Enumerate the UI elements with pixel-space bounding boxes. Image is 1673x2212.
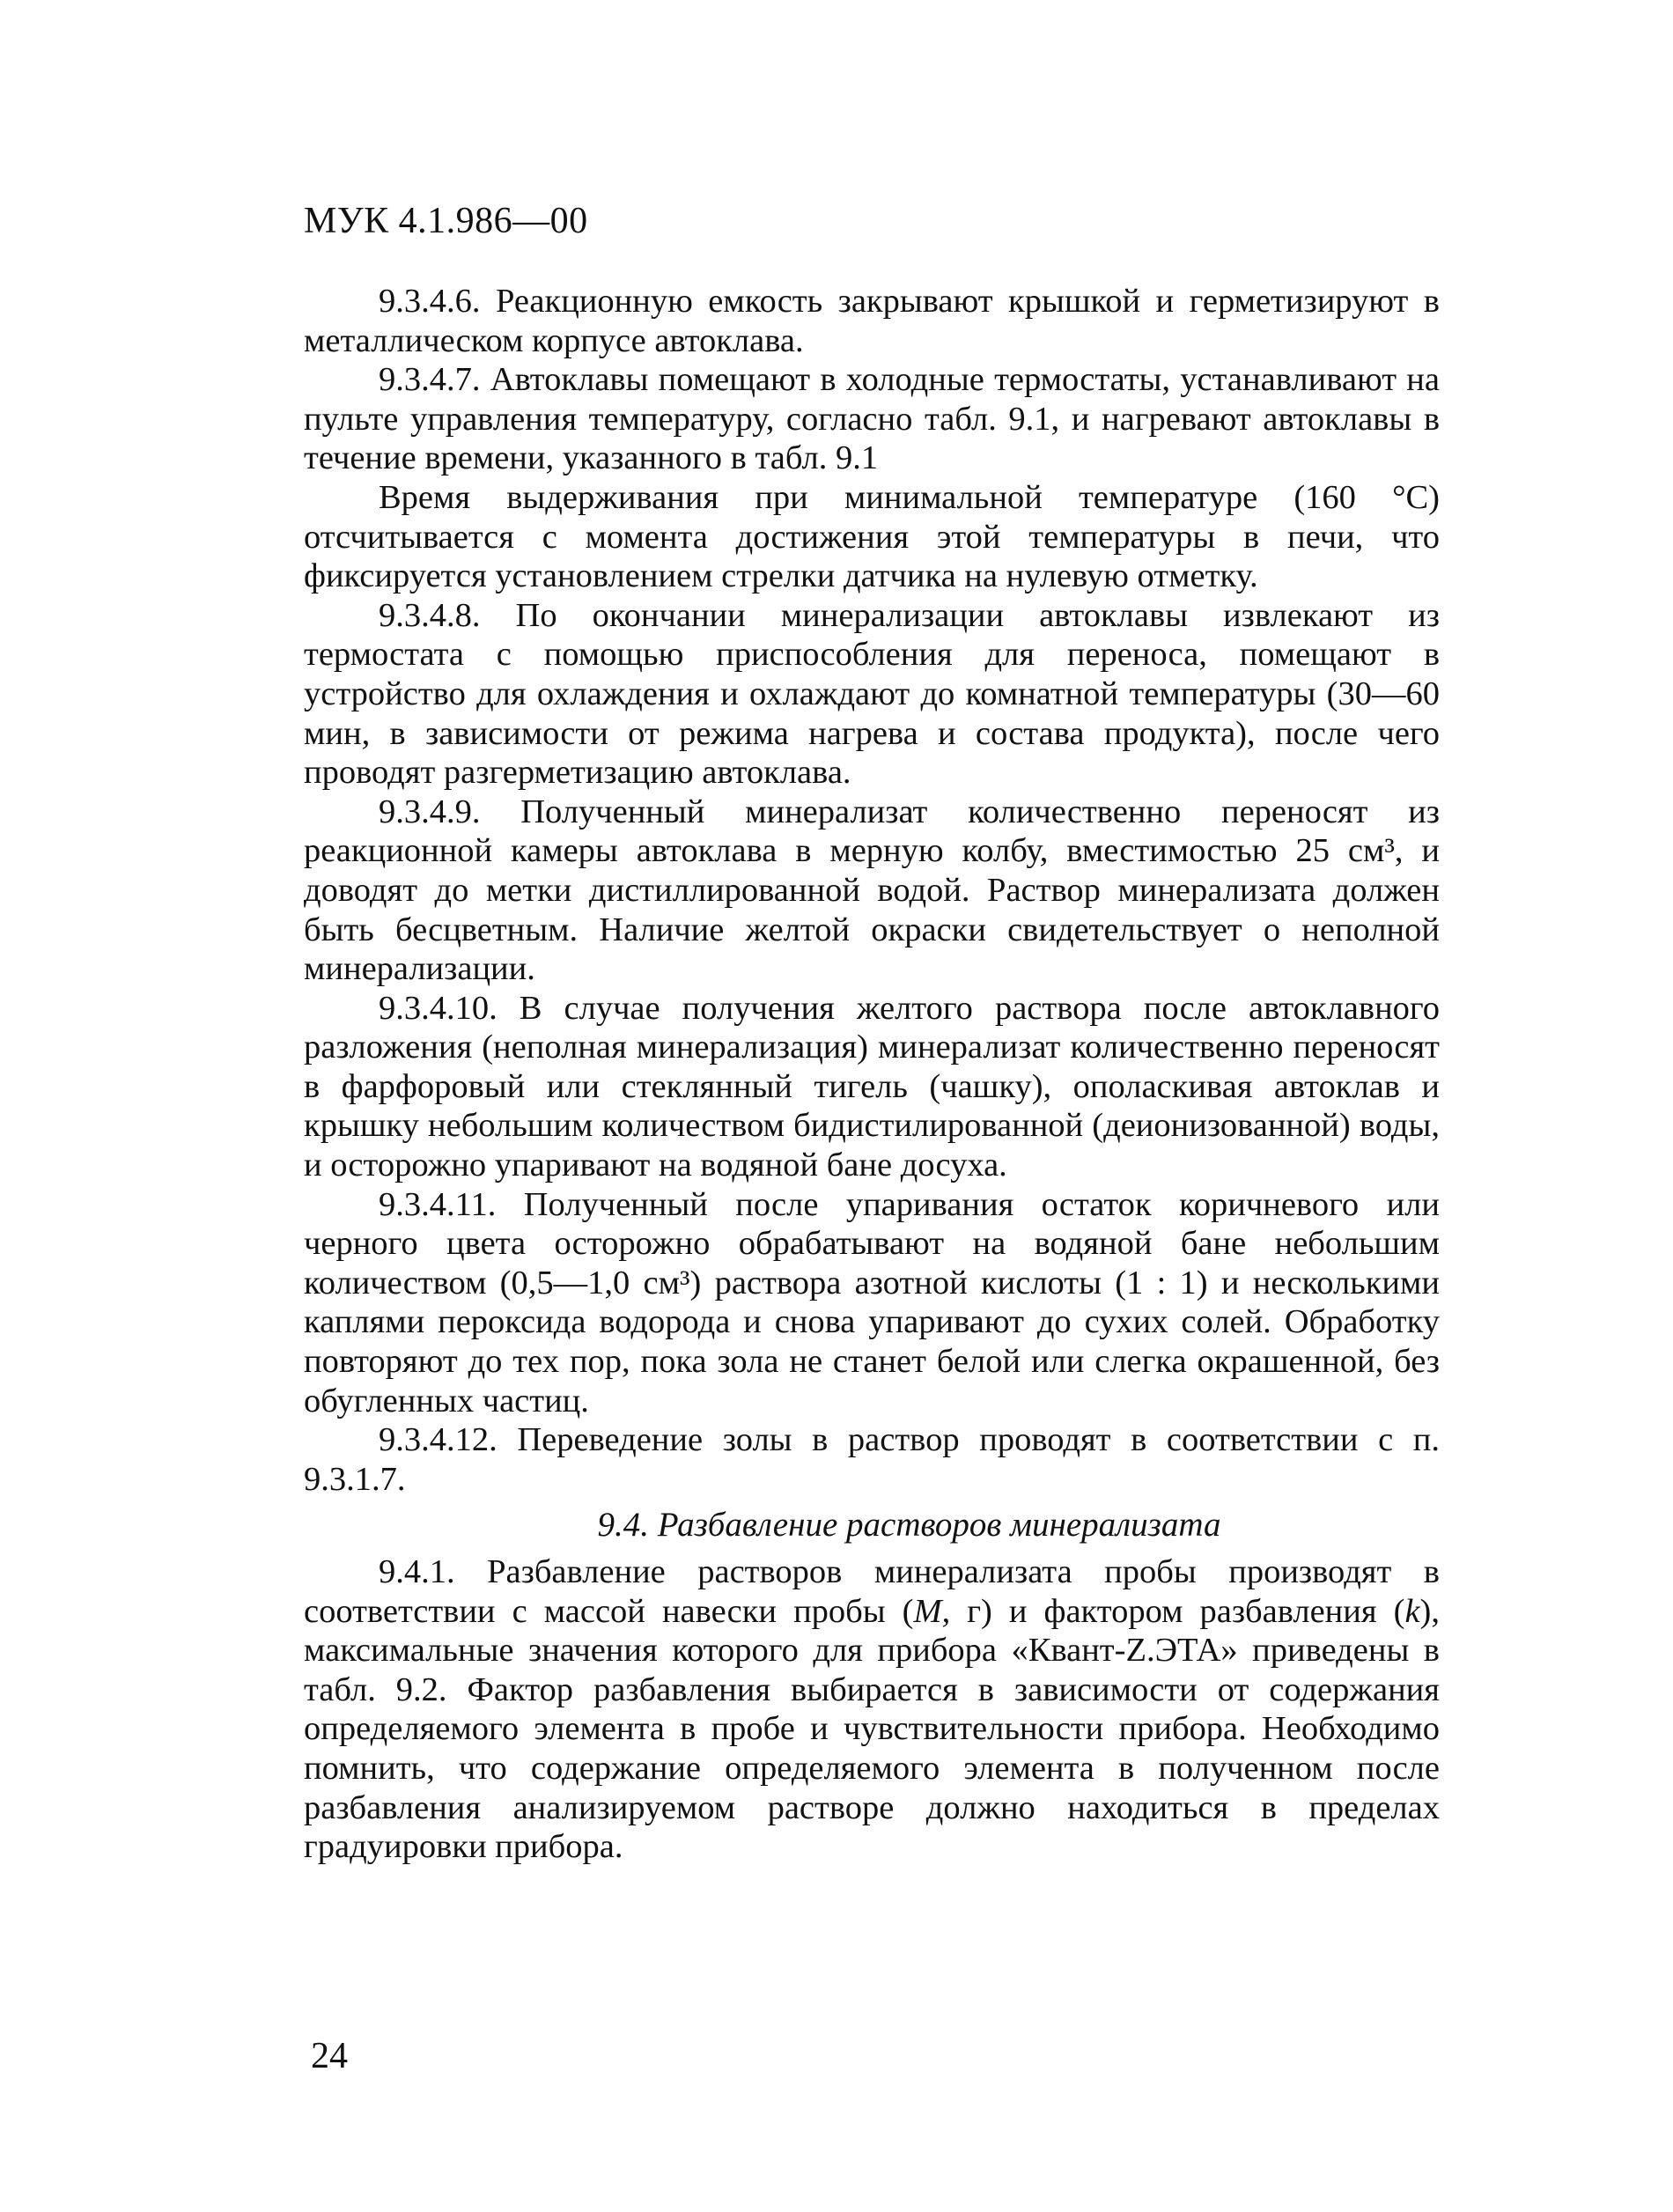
p941-start: 9.4.1. Разбавление растворов минерализата пробы производят в соответствии с массой навески пробы ( (304, 1553, 1440, 1630)
paragraph-9-3-4-6: 9.3.4.6. Реакционную емкость закрывают крышкой и герметизируют в металлическом корпусе автоклава. (304, 283, 1440, 359)
paragraph-9-3-4-10: 9.3.4.10. В случае получения желтого раствора после автоклавного разложения (неполная минерализация) минерализат количественно переносят в фарфоровый или стеклянный тигель (чашку), ополаскивая автоклав и крышку небольшим количеством бидистилированной (деионизованной) воды, и осторожно упаривают на водяной бане досуха. (304, 989, 1440, 1184)
paragraph-9-4-1 (304, 1552, 1440, 1867)
document-body (304, 282, 1440, 1867)
mass-symbol: M (913, 1592, 942, 1630)
dilution-factor-symbol: k (1404, 1592, 1420, 1630)
paragraph-9-3-4-12: 9.3.4.12. Переведение золы в раствор проводят в соответствии с п. 9.3.1.7. (304, 1421, 1440, 1498)
paragraph-holding-time: Время выдерживания при минимальной температуре (160 °С) отсчитывается с момента достижения этой температуры в печи, что фиксируется установлением стрелки датчика на нулевую отметку. (304, 478, 1440, 595)
p941-rest: ), максимальные значения которого для прибора «Квант-Z.ЭТА» приведены в табл. 9.2. Фактор разбавления выбирается в зависимости от содержания определяемого элемента в пробе и чувствительности прибора. Необходимо помнить, что содержание определяемого элемента в полученном после разбавления анализируемом растворе должно находиться в пределах градуировки прибора. (304, 1592, 1440, 1866)
section-title-9-4: 9.4. Разбавление растворов минерализата (597, 1506, 1221, 1545)
document-code-header: МУК 4.1.986—00 (304, 201, 588, 241)
p941-mid: , г) и фактором разбавления ( (941, 1592, 1405, 1630)
paragraph-9-3-4-8: 9.3.4.8. По окончании минерализации автоклавы извлекают из термостата с помощью приспособления для переноса, помещают в устройство для охлаждения и охлаждают до комнатной температуры (30—60 мин, в зависимости от режима нагрева и состава продукта), после чего проводят разгерметизацию автоклава. (304, 596, 1440, 792)
paragraph-9-3-4-11: 9.3.4.11. Полученный после упаривания остаток коричневого или черного цвета осторожно обрабатывают на водяной бане небольшим количеством (0,5—1,0 см³) раствора азотной кислоты (1 : 1) и несколькими каплями пероксида водорода и снова упаривают до сухих солей. Обработку повторяют до тех пор, пока зола не станет белой или слегка окрашенной, без обугленных частиц. (304, 1185, 1440, 1419)
page-number: 24 (311, 2036, 348, 2076)
paragraph-9-3-4-7: 9.3.4.7. Автоклавы помещают в холодные термостаты, устанавливают на пульте управления температуру, согласно табл. 9.1, и нагревают автоклавы в течение времени, указанного в табл. 9.1 (304, 361, 1440, 477)
paragraph-9-3-4-9: 9.3.4.9. Полученный минерализат количественно переносят из реакционной камеры автоклава в мерную колбу, вместимостью 25 см³, и доводят до метки дистиллированной водой. Раствор минерализата должен быть бесцветным. Наличие желтой окраски свидетельствует о неполной минерализации. (304, 793, 1440, 988)
